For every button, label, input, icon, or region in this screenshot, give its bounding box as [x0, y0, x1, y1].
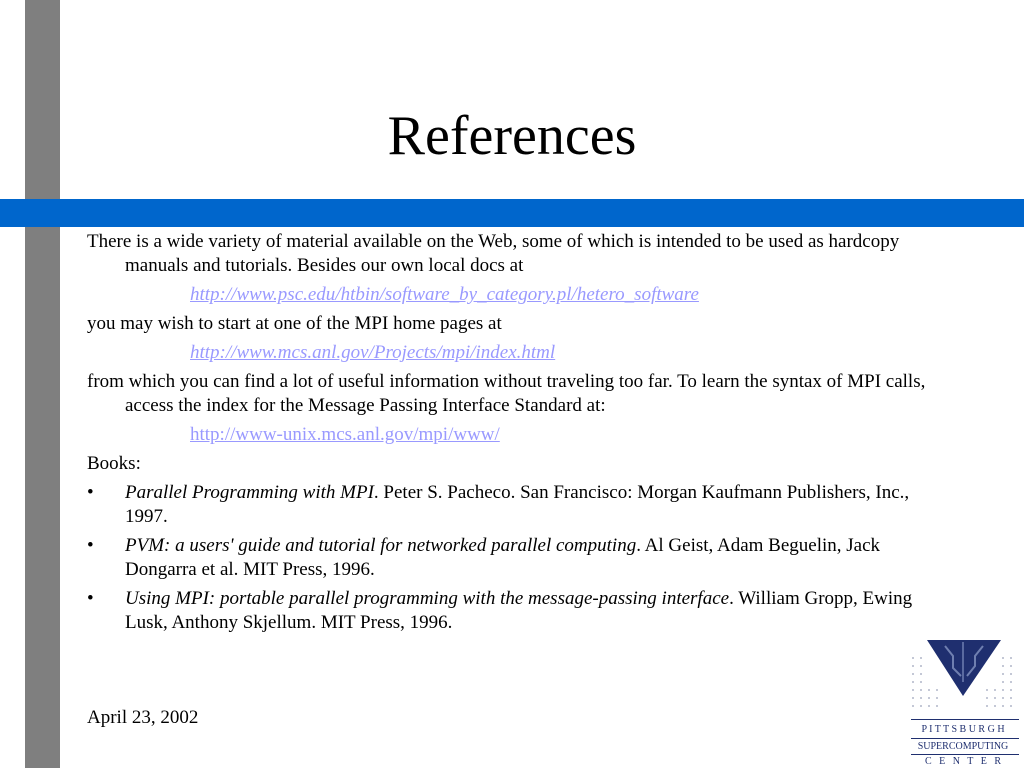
book-item	[87, 481, 947, 529]
mpi-home-paragraph: you may wish to start at one of the MPI home pages at	[87, 313, 502, 334]
link-row-mcs	[87, 341, 947, 365]
title-divider-band	[0, 199, 1024, 227]
bullet-icon: •	[87, 482, 94, 503]
logo-text-pittsburgh: P I T T S B U R G H	[921, 724, 1005, 735]
logo-text-center: C E N T E R	[924, 756, 1002, 767]
books-heading: Books:	[87, 453, 141, 474]
book-details: . Al Geist, Adam Beguelin, Jack Dongarra et al. MIT Press, 1996.	[125, 535, 881, 580]
book-item	[87, 587, 947, 635]
slide-date: April 23, 2002	[87, 707, 199, 728]
mpi-standard-link[interactable]: http://www-unix.mcs.anl.gov/mpi/www/	[190, 424, 500, 445]
psc-logo-mark-icon	[905, 636, 1021, 718]
logo-text-supercomputing: SUPERCOMPUTING	[917, 741, 1009, 752]
book-title: Using MPI: portable parallel programming with the message-passing interface	[125, 588, 730, 609]
book-title: PVM: a users' guide and tutorial for networked parallel computing	[125, 535, 637, 556]
book-item	[87, 534, 947, 582]
psc-software-link[interactable]: http://www.psc.edu/htbin/software_by_category.pl/hetero_software	[190, 284, 699, 305]
book-details: . Peter S. Pacheco. San Francisco: Morgan Kaufmann Publishers, Inc., 1997.	[125, 482, 910, 527]
book-title: Parallel Programming with MPI	[125, 482, 374, 503]
logo-rule-top	[911, 719, 1019, 720]
logo-rule-middle	[911, 738, 1019, 739]
bullet-icon: •	[87, 535, 94, 556]
logo-rule-lower	[911, 754, 1019, 755]
bullet-icon: •	[87, 588, 94, 609]
link-row-unix	[87, 423, 947, 447]
slide-title: References	[387, 105, 637, 167]
slide-body	[87, 230, 947, 640]
book-details: . William Gropp, Ewing Lusk, Anthony Skjellum. MIT Press, 1996.	[125, 588, 913, 633]
mpi-standard-paragraph: from which you can find a lot of useful information without traveling too far. To learn the syntax of MPI calls, access the index for the Message Passing Interface Standard at:	[87, 371, 926, 416]
psc-logo	[905, 636, 1021, 768]
link-row-psc	[87, 283, 947, 307]
mcs-mpi-link[interactable]: http://www.mcs.anl.gov/Projects/mpi/index.html	[190, 342, 556, 363]
intro-paragraph: There is a wide variety of material available on the Web, some of which is intended to be used as hardcopy manuals and tutorials. Besides our own local docs at	[87, 231, 900, 276]
